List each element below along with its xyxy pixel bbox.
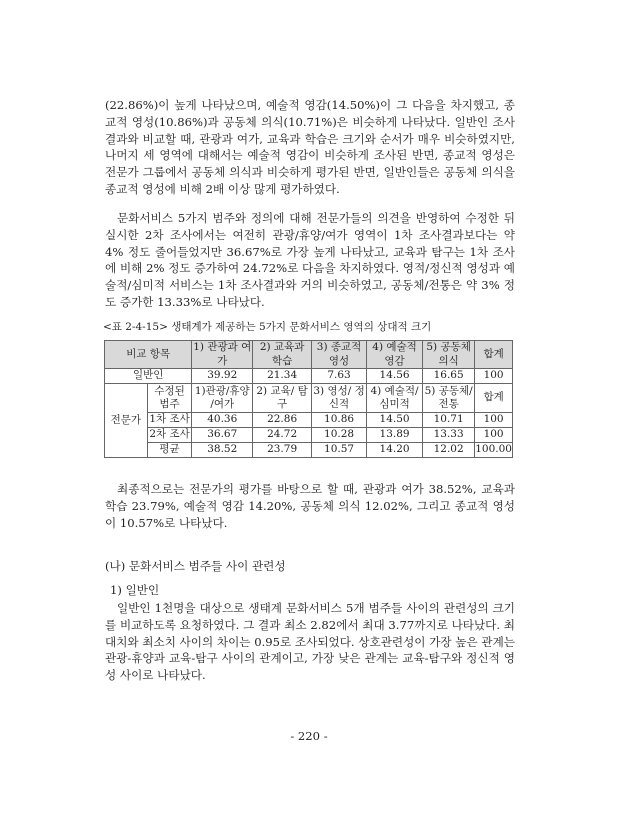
header-cell: 2) 교육과 학습 <box>253 341 312 369</box>
header-cell: 5) 공동체 의식 <box>423 341 475 369</box>
table-header-row <box>105 341 513 369</box>
cell: 40.36 <box>192 413 253 428</box>
cell: 100 <box>475 369 513 384</box>
table-row <box>105 428 513 443</box>
subheader-cell: 2) 교육/ 탐구 <box>253 384 312 413</box>
header-cell: 비교 항목 <box>105 341 192 369</box>
cell: 16.65 <box>423 369 475 384</box>
header-cell: 4) 예술적 영감 <box>367 341 423 369</box>
table-row <box>105 413 513 428</box>
subheader-cell: 5) 공동체/ 전통 <box>423 384 475 413</box>
subheader-cell: 4) 예술적/ 심미적 <box>367 384 423 413</box>
cell: 14.50 <box>367 413 423 428</box>
cell: 24.72 <box>253 428 312 443</box>
cell: 14.56 <box>367 369 423 384</box>
header-cell: 3) 종교적 영성 <box>312 341 367 369</box>
table-row <box>105 443 513 458</box>
cell: 100 <box>475 413 513 428</box>
subheader-cell: 합계 <box>475 384 513 413</box>
subheader-cell: 3) 영성/ 정신적 <box>312 384 367 413</box>
cell: 14.20 <box>367 443 423 458</box>
cell: 10.28 <box>312 428 367 443</box>
cell: 12.02 <box>423 443 475 458</box>
cell: 7.63 <box>312 369 367 384</box>
row-label: 1차 조사 <box>147 413 192 428</box>
cell: 13.33 <box>423 428 475 443</box>
cell: 100 <box>475 428 513 443</box>
row-label: 일반인 <box>105 369 192 384</box>
subheader-cell: 수정된 범주 <box>147 384 192 413</box>
cell: 39.92 <box>192 369 253 384</box>
subsection-heading: 1) 일반인 <box>110 583 160 597</box>
table-subheader-row <box>105 384 513 413</box>
cell: 22.86 <box>253 413 312 428</box>
table-row <box>105 369 513 384</box>
paragraph-1: (22.86%)이 높게 나타났으며, 예술적 영감(14.50%)이 그 다음을 차지했고, 종교적 영성(10.86%)과 공동체 의식(10.71%)은 비슷하게 나타났다. 일반인 조사결과와 비교할 때, 관광과 여가, 교육과 학습은 크기와 순서가 매우 비슷하였지만, 나머지 세 영역에 대해서는 예술적 영감이 비슷하게 조사된 반면, 종교적 영성은 전문가 그룹에서 공동체 의식과 비슷하게 평가된 반면, 일반인들은 공동체 의식을 종교적 영성에 비해 2배 이상 많게 평가하였다. <box>105 98 515 196</box>
cell: 23.79 <box>253 443 312 458</box>
paragraph-3: 최종적으로는 전문가의 평가를 바탕으로 할 때, 관광과 여가 38.52%, 교육과 학습 23.79%, 예술적 영감 14.20%, 공동체 의식 12.02%, 그리고 종교적 영성이 10.57%로 나타났다. <box>105 482 515 530</box>
paragraph-2: 문화서비스 5가지 범주와 정의에 대해 전문가들의 의견을 반영하여 수정한 뒤 실시한 2차 조사에서는 여전히 관광/휴양/여가 영역이 1차 조사결과보다는 약 4% 정도 줄어들었지만 36.67%로 가장 높게 나타났고, 교육과 탐구는 1차 조사에 비해 2% 정도 증가하여 24.72%로 다음을 차지하였다. 영적/정신적 영성과 예술적/심미적 서비스는 1차 조사결과와 거의 비슷하였고, 공동체/전통은 약 3% 정도 증가한 13.33%로 나타났다. <box>105 211 515 309</box>
row-group-label: 전문가 <box>105 384 148 458</box>
cell: 10.86 <box>312 413 367 428</box>
cell: 13.89 <box>367 428 423 443</box>
cell: 10.57 <box>312 443 367 458</box>
paragraph-4: 일반인 1천명을 대상으로 생태계 문화서비스 5개 범주들 사이의 관련성의 크기를 비교하도록 요청하였다. 그 결과 최소 2.82에서 최대 3.77까지로 나타났다. 최대치와 최소치 사이의 차이는 0.95로 조사되었다. 상호관련성이 가장 높은 관계는 관광-휴양과 교육-탐구 사이의 관계이고, 가장 낮은 관계는 교육-탐구와 정신적 영성 사이로 나타났다. <box>105 601 515 683</box>
header-cell: 합계 <box>475 341 513 369</box>
table-caption: <표 2-4-15> 생태계가 제공하는 5가지 문화서비스 영역의 상대적 크기 <box>103 321 432 333</box>
cell: 21.34 <box>253 369 312 384</box>
cell: 36.67 <box>192 428 253 443</box>
section-heading: (나) 문화서비스 범주들 사이 관련성 <box>105 559 286 573</box>
page-number: - 220 - <box>290 729 328 743</box>
relative-size-table <box>104 340 513 458</box>
header-cell: 1) 관광과 여가 <box>193 341 252 367</box>
cell: 10.71 <box>423 413 475 428</box>
row-label: 2차 조사 <box>147 428 192 443</box>
cell: 38.52 <box>192 443 253 458</box>
row-label: 평균 <box>147 443 192 458</box>
cell: 100.00 <box>475 443 513 458</box>
subheader-cell: 1)관광/휴양 /여가 <box>192 384 253 413</box>
